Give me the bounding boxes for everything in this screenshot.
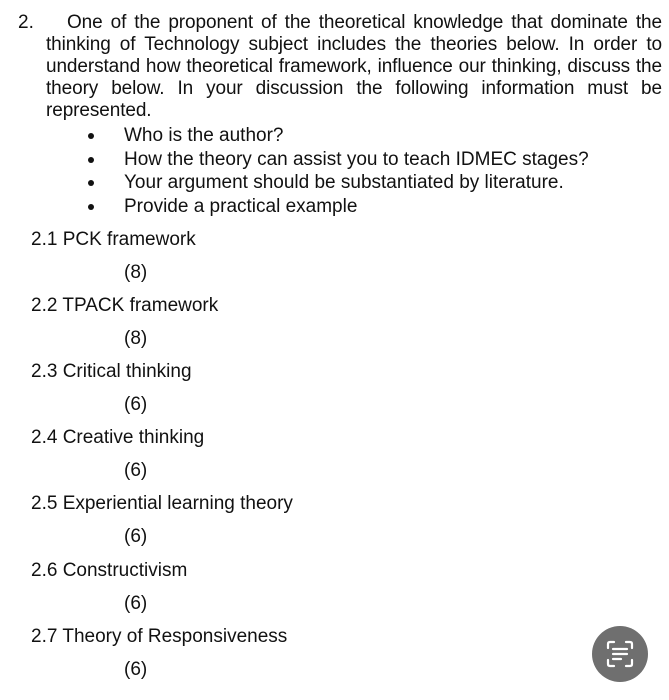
bullet-text: Your argument should be substantiated by literature. <box>124 172 564 193</box>
question-number: 2. <box>18 12 34 33</box>
list-item <box>86 148 646 172</box>
item-marks-2-7: (6) <box>124 659 148 680</box>
list-item <box>86 171 646 195</box>
requirements-list <box>86 124 646 218</box>
item-marks-2-2: (8) <box>124 328 148 349</box>
list-item <box>86 124 646 148</box>
text-scan-button[interactable] <box>592 626 648 682</box>
item-heading-2-3: 2.3 Critical thinking <box>31 361 192 382</box>
item-heading-2-7: 2.7 Theory of Responsiveness <box>31 626 288 647</box>
item-marks-2-6: (6) <box>124 593 148 614</box>
question-intro: One of the proponent of the theoretical knowledge that dominate the thinking of Technology subject includes the theories below. In order to understand how theoretical framework, influence our thinking, discuss the theory below. In your discussion the following information must be represented. <box>46 12 662 121</box>
item-heading-2-5: 2.5 Experiential learning theory <box>31 493 293 514</box>
item-heading-2-2: 2.2 TPACK framework <box>31 295 219 316</box>
item-heading-2-4: 2.4 Creative thinking <box>31 427 205 448</box>
list-item <box>86 195 646 219</box>
bullet-icon <box>88 204 94 210</box>
item-heading-2-6: 2.6 Constructivism <box>31 560 188 581</box>
bullet-icon <box>88 133 94 139</box>
item-heading-2-1: 2.1 PCK framework <box>31 229 196 250</box>
bullet-text: How the theory can assist you to teach IDMEC stages? <box>124 148 589 170</box>
item-marks-2-3: (6) <box>124 394 148 415</box>
bullet-text: Who is the author? <box>124 125 284 146</box>
item-marks-2-4: (6) <box>124 460 148 481</box>
item-marks-2-5: (6) <box>124 526 148 547</box>
bullet-icon <box>88 180 94 186</box>
item-marks-2-1: (8) <box>124 262 148 283</box>
bullet-icon <box>88 157 94 163</box>
text-scan-icon <box>604 638 636 670</box>
bullet-text: Provide a practical example <box>124 195 358 217</box>
